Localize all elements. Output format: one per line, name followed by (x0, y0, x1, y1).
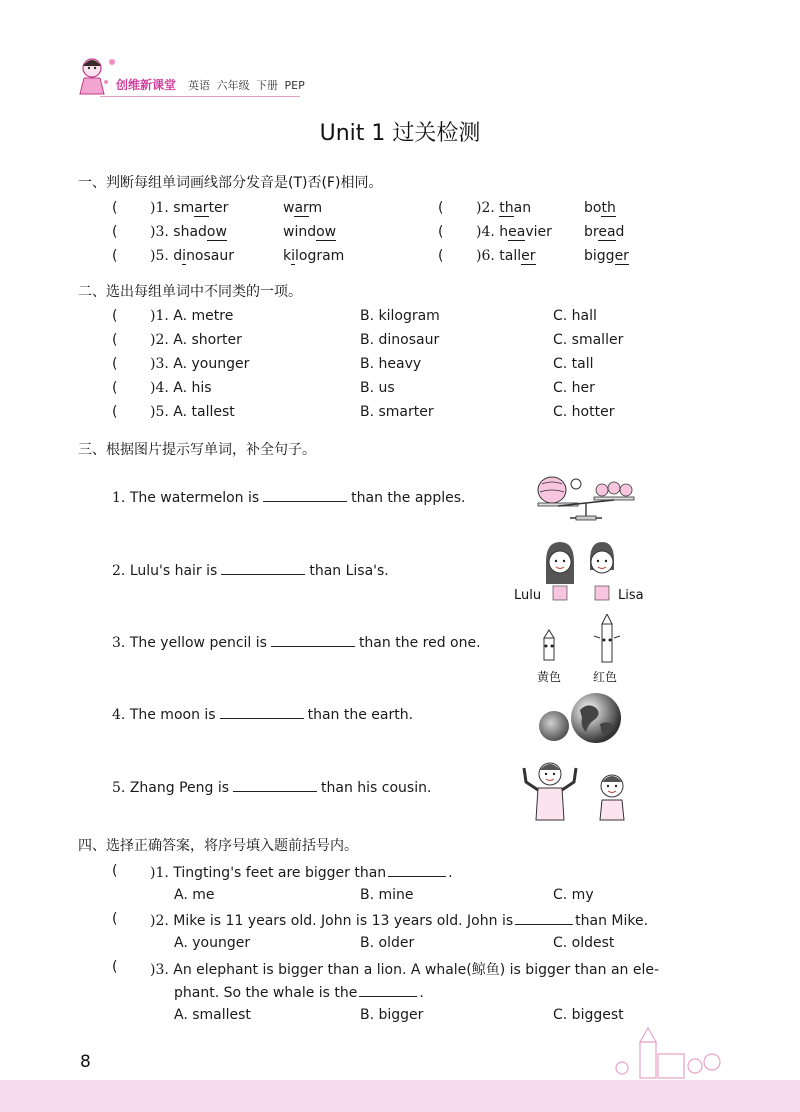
s2-item-2: )2. A. shorter (150, 332, 242, 348)
answer-paren[interactable]: ( (112, 332, 118, 348)
s1-item-2-word2: both (584, 200, 616, 216)
s4-item-3-question: )3. An elephant is bigger than a lion. A whale(鲸鱼) is bigger than an ele- (150, 962, 660, 978)
section2-heading: 二、选出每组单词中不同类的一项。 (78, 284, 302, 300)
answer-blank[interactable] (515, 911, 573, 925)
answer-blank[interactable] (263, 488, 347, 502)
s2-item-4: )4. A. his (150, 380, 212, 396)
header-rule (100, 96, 300, 97)
cartoon-girl-logo (76, 54, 120, 98)
s4-item-1-question: )1. Tingting's feet are bigger than . (150, 865, 453, 881)
s1-item-4-word2: bread (584, 224, 625, 240)
s2-item-5-c: C. hotter (553, 404, 615, 420)
s3-item-4: 4. The moon is than the earth. (112, 707, 414, 723)
s2-item-1-b: B. kilogram (360, 308, 440, 324)
s2-item-1: )1. A. metre (150, 308, 234, 324)
s4-item-3-question-cont: phant. So the whale is the . (174, 985, 424, 1001)
s3-item-3: 3. The yellow pencil is than the red one. (112, 635, 481, 651)
footer-band (0, 1080, 800, 1112)
book-meta (188, 77, 305, 93)
label-red: 红色 (593, 670, 618, 684)
edition: PEP (284, 79, 305, 92)
section1-heading: 一、判断每组单词画线部分发音是(T)否(F)相同。 (78, 175, 383, 191)
label-lisa: Lisa (618, 588, 644, 603)
volume: 下册 (256, 79, 278, 92)
s1-item-1-word2: warm (283, 200, 323, 216)
s1-item-1-word1: )1. smarter (150, 200, 229, 216)
s4-item-2-a[interactable]: A. younger (174, 935, 251, 951)
answer-paren[interactable]: ( (112, 200, 118, 216)
s1-item-5-word2: kilogram (283, 248, 345, 264)
page-number: 8 (80, 1052, 91, 1072)
s2-item-3-c: C. tall (553, 356, 594, 372)
s1-item-3-word1: )3. shadow (150, 224, 227, 240)
answer-blank[interactable] (388, 863, 446, 877)
answer-paren[interactable]: ( (112, 911, 118, 927)
s4-item-3-a[interactable]: A. smallest (174, 1007, 251, 1023)
s4-item-3-b[interactable]: B. bigger (360, 1007, 424, 1023)
answer-paren[interactable]: ( (112, 248, 118, 264)
castle-decoration (600, 1022, 730, 1080)
zhang-peng-cousin-picture (520, 760, 640, 824)
brand-name: 创维新课堂 (116, 78, 177, 92)
answer-paren[interactable]: ( (112, 224, 118, 240)
section3-heading: 三、根据图片提示写单词，补全句子。 (78, 442, 316, 458)
s2-item-3-b: B. heavy (360, 356, 422, 372)
s4-item-1-c[interactable]: C. my (553, 887, 594, 903)
pencils-picture (538, 614, 628, 668)
s1-item-2-word1: )2. than (476, 200, 532, 216)
s2-item-4-b: B. us (360, 380, 395, 396)
answer-paren[interactable]: ( (112, 863, 118, 879)
s2-item-1-c: C. hall (553, 308, 597, 324)
answer-paren[interactable]: ( (438, 224, 444, 240)
s1-item-6-word2: bigger (584, 248, 629, 264)
s4-item-3-c[interactable]: C. biggest (553, 1007, 624, 1023)
answer-paren[interactable]: ( (112, 308, 118, 324)
s1-item-6-word1: )6. taller (476, 248, 536, 264)
s4-item-1-b[interactable]: B. mine (360, 887, 414, 903)
answer-paren[interactable]: ( (112, 959, 118, 975)
s2-item-5-b: B. smarter (360, 404, 434, 420)
answer-paren[interactable]: ( (112, 356, 118, 372)
answer-paren[interactable]: ( (438, 248, 444, 264)
section4-heading: 四、选择正确答案，将序号填入题前括号内。 (78, 838, 358, 854)
s4-item-2-c[interactable]: C. oldest (553, 935, 615, 951)
grade: 六年级 (216, 79, 250, 92)
answer-blank[interactable] (359, 983, 417, 997)
s4-item-1-a[interactable]: A. me (174, 887, 215, 903)
s3-item-2: 2. Lulu's hair is than Lisa's. (112, 563, 389, 579)
s2-item-5: )5. A. tallest (150, 404, 235, 420)
page-title: Unit 1 过关检测 (319, 121, 481, 146)
s2-item-2-b: B. dinosaur (360, 332, 440, 348)
answer-paren[interactable]: ( (112, 380, 118, 396)
scale-watermelon-apples-picture (532, 470, 642, 526)
moon-earth-picture (536, 690, 626, 746)
s4-item-2-question: )2. Mike is 11 years old. John is 13 years old. John is than Mike. (150, 913, 649, 929)
s1-item-5-word1: )5. dinosaur (150, 248, 235, 264)
s1-item-3-word2: window (283, 224, 337, 240)
answer-blank[interactable] (221, 561, 305, 575)
s2-item-2-c: C. smaller (553, 332, 624, 348)
s3-item-5: 5. Zhang Peng is than his cousin. (112, 780, 432, 796)
page-header (0, 0, 800, 100)
label-yellow: 黄色 (537, 670, 562, 684)
s3-item-1: 1. The watermelon is than the apples. (112, 490, 466, 506)
subject: 英语 (188, 79, 210, 92)
answer-blank[interactable] (271, 633, 355, 647)
answer-blank[interactable] (233, 778, 317, 792)
s2-item-4-c: C. her (553, 380, 595, 396)
s4-item-2-b[interactable]: B. older (360, 935, 415, 951)
s2-item-3: )3. A. younger (150, 356, 250, 372)
answer-paren[interactable]: ( (438, 200, 444, 216)
answer-blank[interactable] (220, 705, 304, 719)
s1-item-4-word1: )4. heavier (476, 224, 552, 240)
label-lulu: Lulu (514, 588, 542, 603)
answer-paren[interactable]: ( (112, 404, 118, 420)
